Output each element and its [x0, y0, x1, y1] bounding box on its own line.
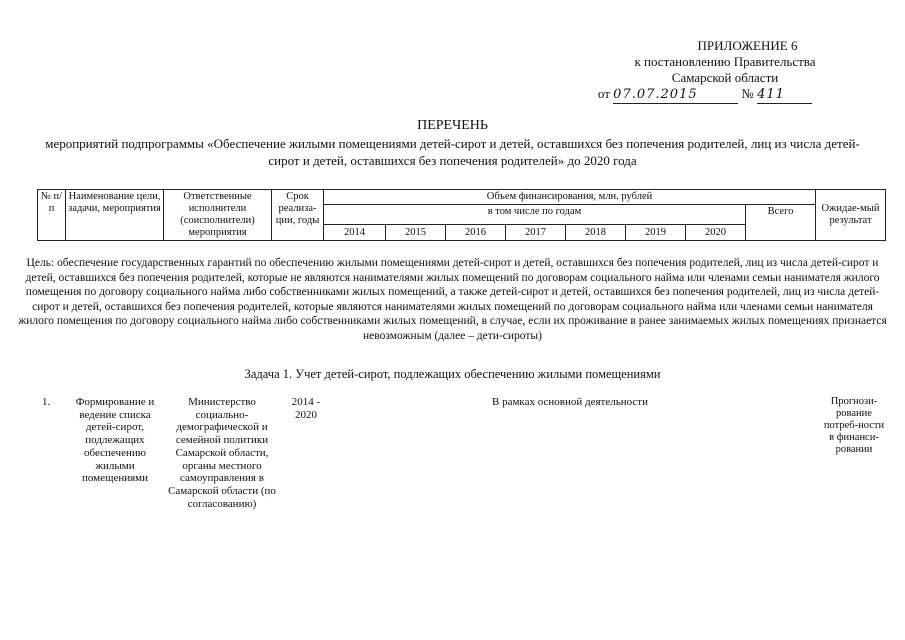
handwritten-date — [613, 86, 738, 104]
row-result: Прогнози-рование потреб-ности в финанси-ровании — [823, 396, 885, 455]
task-heading: Задача 1. Учет детей-сирот, подлежащих обеспечению жилыми помещениями — [244, 367, 661, 381]
goal-paragraph: Цель: обеспечение государственных гарантий по обеспечению жилыми помещениями детей-сирот и детей, оставшихся без попечения родителей, лиц из числа детей-сирот и детей, оставшихся без попечения родителей, которые не являются нанимателями жилых помещений по договорам социального найма или членами семьи нанимателя жилого помещения по договору социального найма либо собственниками жилых помещений, а также детей-сирот и детей, оставшихся без попечения родителей, лиц из числа детей-сирот и детей, оставшихся без попечения родителей, которые являются нанимателями жилых помещений по договорам социального найма или членами семьи нанимателя жилого помещения по договору социального найма либо собственниками жилых помещений, в случае, если их проживание в ранее занимаемых жилых помещениях признается невозможным (далее – дети-сироты) — [18, 257, 887, 342]
year-cell: 2017 — [506, 225, 566, 241]
header-total: Всего — [746, 205, 816, 241]
header-name: Наименование цели, задачи, мероприятия — [66, 190, 164, 241]
header-by-years: в том числе по годам — [324, 205, 746, 225]
header-num: № п/п — [38, 190, 66, 241]
row-funding: В рамках основной деятельности — [492, 396, 648, 408]
header-funding: Объем финансирования, млн. рублей — [324, 190, 816, 205]
date-value: 07.07.2015 — [613, 87, 698, 102]
year-cell: 2016 — [446, 225, 506, 241]
appendix-line-2: Самарской области — [671, 70, 779, 85]
year-cell: 2018 — [566, 225, 626, 241]
header-term: Срок реализа-ции, годы — [272, 190, 324, 241]
year-cell: 2019 — [626, 225, 686, 241]
header-executors: Ответственные исполнители (соисполнители) мероприятия — [164, 190, 272, 241]
year-cell: 2015 — [386, 225, 446, 241]
document-subtitle: мероприятий подпрограммы «Обеспечение жилыми помещениями детей-сирот и детей, оставшихся без попечения родителей, лиц из числа детей-сирот и детей, оставшихся без попечения родителей» до 2020 года — [45, 136, 860, 168]
row-executors: Министерство социально-демографической и семейной политики Самарской области, органы местного самоуправления в Самарской области (по согласованию) — [168, 396, 276, 510]
header-result: Ожидае-мый результат — [816, 190, 886, 241]
year-cell: 2014 — [324, 225, 386, 241]
row-term: 2014 - 2020 — [291, 396, 321, 421]
number-label: № — [741, 86, 754, 101]
appendix-header — [560, 38, 890, 104]
handwritten-number — [757, 86, 812, 104]
from-label: от — [597, 86, 610, 101]
appendix-title: ПРИЛОЖЕНИЕ 6 — [697, 38, 798, 53]
number-value: 411 — [757, 87, 785, 102]
row-name: Формирование и ведение списка детей-сирот, подлежащих обеспечению жилыми помещениями — [75, 396, 155, 485]
appendix-date-line — [520, 86, 890, 104]
header-table — [37, 189, 886, 241]
document-title: ПЕРЕЧЕНЬ — [417, 118, 488, 133]
year-cell: 2020 — [686, 225, 746, 241]
row-number: 1. — [42, 396, 51, 408]
appendix-line-1: к постановлению Правительства — [634, 54, 816, 69]
